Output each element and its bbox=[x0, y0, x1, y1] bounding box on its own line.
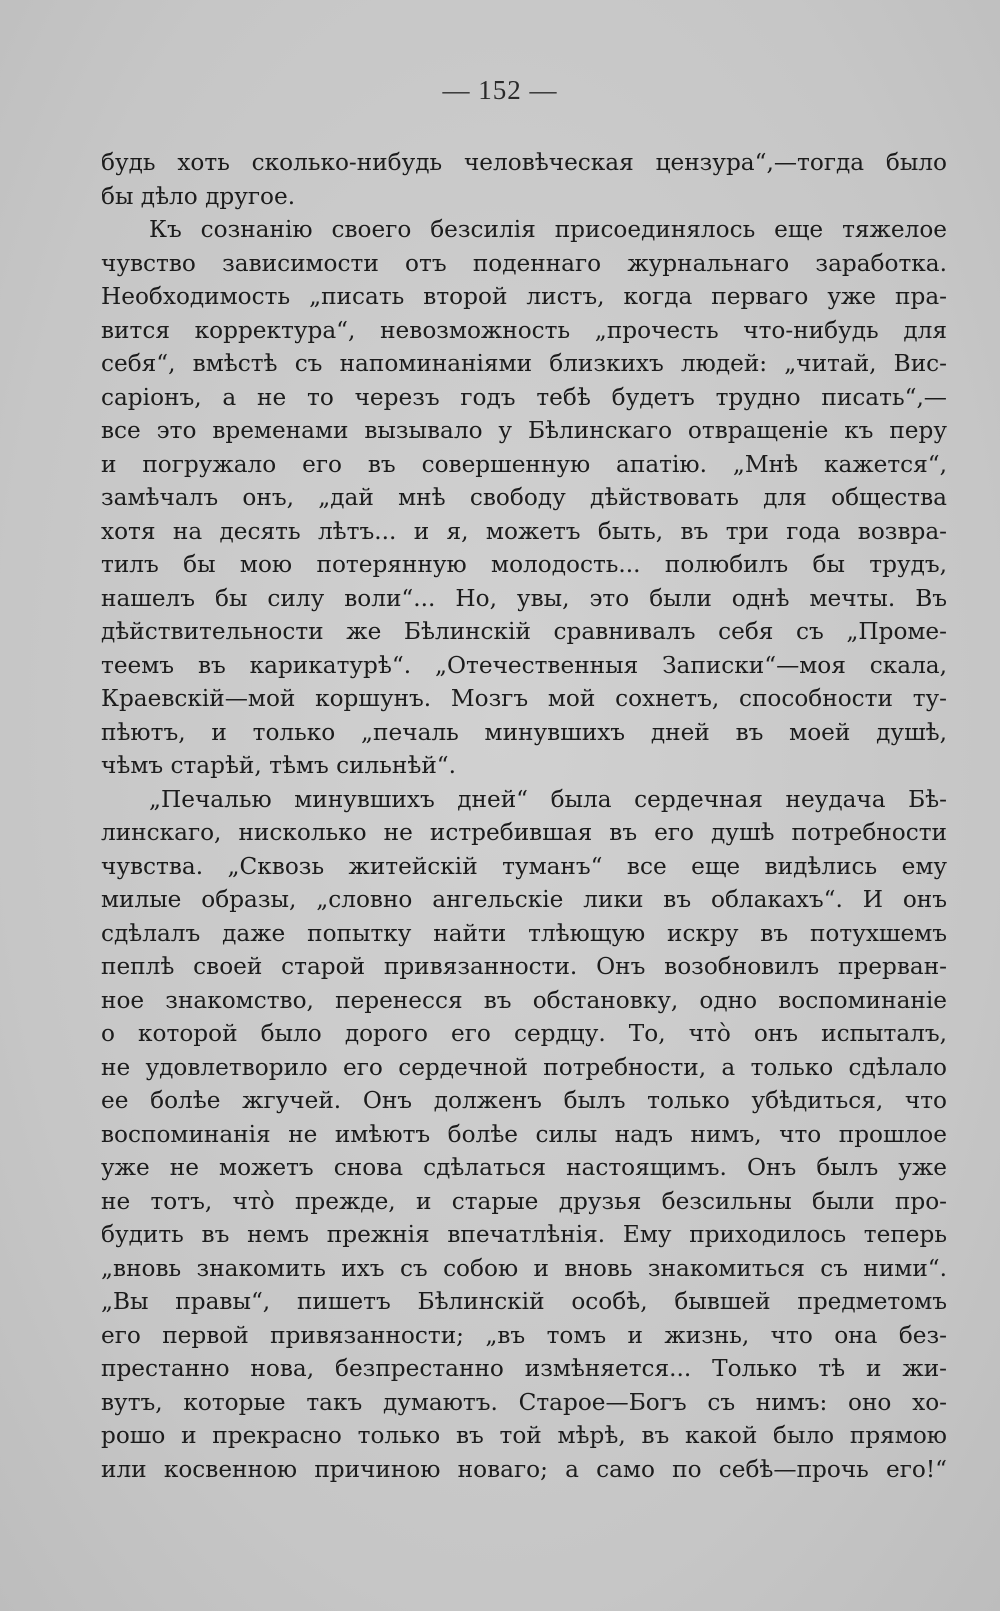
text-line: вутъ, которые такъ думаютъ. Старое—Богъ съ нимъ: оно хо- bbox=[101, 1388, 947, 1416]
text-line: будить въ немъ прежнія впечатлѣнія. Ему приходилось теперь bbox=[101, 1221, 947, 1248]
text-line: воспоминанія не имѣютъ болѣе силы надъ нимъ, что прошлое bbox=[101, 1120, 947, 1148]
text-line: дѣйствительности же Бѣлинскій сравнивалъ себя съ „Проме- bbox=[101, 618, 947, 645]
text-line: себя“, вмѣстѣ съ напоминаніями близкихъ людей: „читай, Вис- bbox=[101, 350, 947, 377]
text-line: или косвенною причиною новаго; а само по себѣ—прочь его!“ bbox=[101, 1455, 947, 1483]
text-line: бы дѣло другое. bbox=[101, 182, 296, 210]
text-line: сдѣлалъ даже попытку найти тлѣющую искру въ потухшемъ bbox=[101, 919, 947, 947]
text-line: нашелъ бы силу воли“... Но, увы, это были однѣ мечты. Въ bbox=[101, 584, 947, 612]
text-line: уже не можетъ снова сдѣлаться настоящимъ. Онъ былъ уже bbox=[101, 1154, 947, 1181]
text-line: чувство зависимости отъ поденнаго журнальнаго заработка. bbox=[101, 249, 947, 277]
text-line: престанно нова, безпрестанно измѣняется... Только тѣ и жи- bbox=[101, 1355, 947, 1382]
text-line: Краевскій—мой коршунъ. Мозгъ мой сохнетъ, способности ту- bbox=[101, 685, 947, 712]
text-line: не тотъ, что̀ прежде, и старые друзья безсильны были про- bbox=[101, 1187, 947, 1215]
text-line: саріонъ, а не то черезъ годъ тебѣ будетъ трудно писать“,— bbox=[101, 383, 947, 411]
text-line: „вновь знакомить ихъ съ собою и вновь знакомиться съ ними“. bbox=[101, 1254, 947, 1282]
text-line: и погружало его въ совершенную апатію. „Мнѣ кажется“, bbox=[101, 450, 947, 478]
page-number: — 152 — bbox=[442, 75, 558, 105]
text-line: чувства. „Сквозь житейскій туманъ“ все еще видѣлись ему bbox=[101, 852, 947, 880]
text-line: не удовлетворило его сердечной потребности, а только сдѣлало bbox=[101, 1053, 947, 1081]
text-line: рошо и прекрасно только въ той мѣрѣ, въ какой было прямою bbox=[101, 1422, 947, 1449]
text-line: Къ сознанію своего безсилія присоединялось еще тяжелое bbox=[149, 216, 947, 243]
text-line: ное знакомство, перенесся въ обстановку, одно воспоминаніе bbox=[101, 986, 947, 1014]
text-line: замѣчалъ онъ, „дай мнѣ свободу дѣйствовать для общества bbox=[101, 484, 947, 511]
text-line: пѣютъ, и только „печаль минувшихъ дней въ моей душѣ, bbox=[101, 718, 947, 746]
text-line: будь хоть сколько-нибудь человѣческая цензура“,—тогда было bbox=[101, 149, 947, 176]
text-line: все это временами вызывало у Бѣлинскаго отвращеніе къ перу bbox=[101, 417, 947, 444]
text-line: линскаго, нисколько не истребившая въ его душѣ потребности bbox=[101, 819, 947, 846]
text-line: милые образы, „словно ангельскіе лики въ облакахъ“. И онъ bbox=[101, 886, 947, 913]
text-line: „Вы правы“, пишетъ Бѣлинскій особѣ, бывшей предметомъ bbox=[101, 1288, 947, 1315]
text-line: хотя на десять лѣтъ... и я, можетъ быть, въ три года возвра- bbox=[101, 517, 947, 545]
text-line: Необходимость „писать второй листъ, когда перваго уже пра- bbox=[101, 283, 947, 310]
text-line: вится корректура“, невозможность „прочесть что-нибудь для bbox=[101, 316, 947, 344]
text-line: о которой было дорого его сердцу. То, что̀ онъ испыталъ, bbox=[101, 1020, 947, 1047]
text-line: тилъ бы мою потерянную молодость... полюбилъ бы трудъ, bbox=[101, 551, 947, 578]
text-line: пеплѣ своей старой привязанности. Онъ возобновилъ прерван- bbox=[101, 953, 947, 980]
body-text bbox=[101, 146, 947, 1486]
text-line: его первой привязанности; „въ томъ и жизнь, что она без- bbox=[101, 1321, 947, 1349]
text-line: чѣмъ старѣй, тѣмъ сильнѣй“. bbox=[101, 752, 457, 779]
text-line: „Печалью минувшихъ дней“ была сердечная неудача Бѣ- bbox=[149, 785, 947, 813]
text-line: ее болѣе жгучей. Онъ долженъ былъ только убѣдиться, что bbox=[101, 1087, 947, 1114]
text-line: теемъ въ карикатурѣ“. „Отечественныя Записки“—моя скала, bbox=[101, 651, 947, 679]
